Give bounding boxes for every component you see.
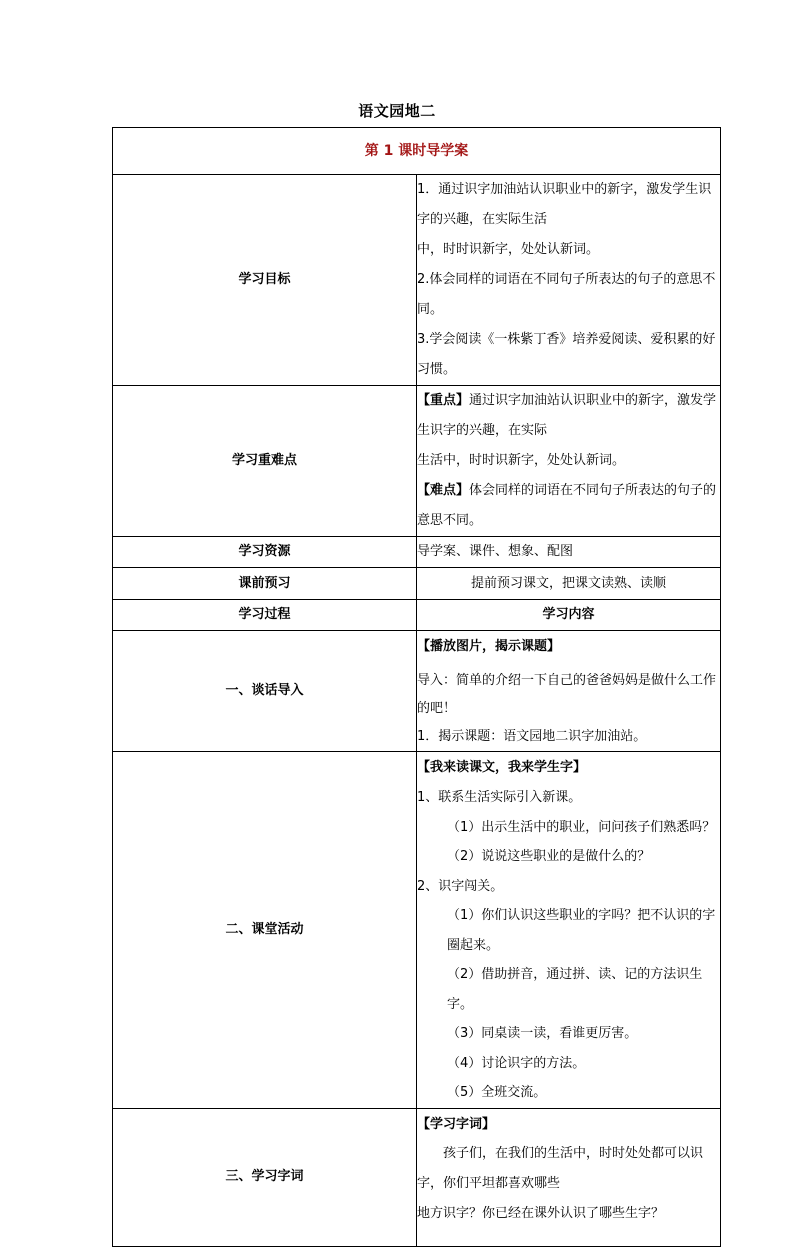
- lesson-period-title: 第 1 课时导学案: [113, 128, 721, 175]
- goals-line: 1．通过识字加油站认识职业中的新字，激发学生识字的兴趣，在实际生活: [417, 182, 712, 227]
- section1-line: 导入：简单的介绍一下自己的爸爸妈妈是做什么工作的吧！: [417, 673, 717, 716]
- section2-item: （1）你们认识这些职业的字吗？把不认识的字圈起来。: [447, 908, 716, 953]
- section1-line: 1．揭示课题：语文园地二识字加油站。: [417, 729, 647, 744]
- table-header-row: [113, 128, 721, 175]
- table-row-key-points: [113, 386, 721, 537]
- section3-paragraph-line: 孩子们，在我们的生活中，时时处处都可以识字，你们平坦都喜欢哪些: [417, 1145, 704, 1191]
- section2-item: （1）出示生活中的职业，问问孩子们熟悉吗？: [447, 819, 716, 835]
- key-points-content: [417, 386, 721, 537]
- section2-step: 1、联系生活实际引入新课。: [417, 790, 582, 805]
- section2-step: 2、识字闯关。: [417, 878, 504, 894]
- key-point-line-continued: 生活中，时时识新字，处处认新词。: [417, 453, 626, 468]
- key-point-line: [417, 386, 720, 446]
- preview-text: 提前预习课文，把课文读熟、读顺: [417, 568, 721, 600]
- table-row-resources: [113, 537, 721, 568]
- goals-line: 中，时时识新字，处处认新词。: [417, 242, 600, 257]
- key-point-tag: 【重点】: [417, 393, 470, 408]
- section1-label: 一、谈话导入: [113, 631, 417, 752]
- table-row-section2: [113, 752, 721, 1109]
- key-points-label: 学习重难点: [113, 386, 417, 537]
- difficult-point-line: [417, 476, 720, 536]
- section3-heading: 【学习字词】: [417, 1116, 496, 1132]
- section2-heading: 【我来读课文，我来学生字】: [417, 760, 587, 775]
- process-label: 学习过程: [113, 600, 417, 631]
- section2-item: （3）同桌读一读，看谁更厉害。: [447, 1026, 638, 1041]
- table-row-section3: [113, 1108, 721, 1246]
- section2-item: （5）全班交流。: [447, 1085, 547, 1100]
- resources-text: 导学案、课件、想象、配图: [417, 537, 721, 568]
- section3-paragraph-line: 地方识字？你已经在课外认识了哪些生字？: [417, 1205, 665, 1221]
- section2-item: （2）借助拼音，通过拼、读、记的方法识生字。: [447, 967, 703, 1012]
- section2-label: 二、课堂活动: [113, 752, 417, 1109]
- section2-content: [417, 752, 721, 1109]
- document-title: 语文园地二: [358, 102, 436, 120]
- process-content-heading: 学习内容: [417, 600, 721, 631]
- preview-label: 课前预习: [113, 568, 417, 600]
- lesson-plan-table: [112, 127, 721, 1247]
- section3-content: [417, 1108, 721, 1246]
- difficult-point-text: 体会同样的词语在不同句子所表达的句子的意思不同。: [417, 483, 717, 528]
- section1-content: [417, 631, 721, 752]
- goals-line: 3.学会阅读《一株紫丁香》培养爱阅读、爱积累的好习惯。: [417, 332, 716, 377]
- section2-item: （4）讨论识字的方法。: [447, 1055, 586, 1071]
- goals-line: 2.体会同样的词语在不同句子所表达的句子的意思不同。: [417, 272, 716, 317]
- goals-label: 学习目标: [113, 175, 417, 386]
- table-row-goals: [113, 175, 721, 386]
- table-row-preview: [113, 568, 721, 600]
- section3-label: 三、学习字词: [113, 1108, 417, 1246]
- table-row-process: [113, 600, 721, 631]
- goals-content: [417, 175, 721, 386]
- section1-heading: 【播放图片，揭示课题】: [417, 639, 561, 654]
- table-row-section1: [113, 631, 721, 752]
- key-point-text: 通过识字加油站认识职业中的新字，激发学生识字的兴趣，在实际: [417, 393, 717, 438]
- section2-item: （2）说说这些职业的是做什么的？: [447, 849, 651, 864]
- difficult-point-tag: 【难点】: [417, 483, 470, 498]
- resources-label: 学习资源: [113, 537, 417, 568]
